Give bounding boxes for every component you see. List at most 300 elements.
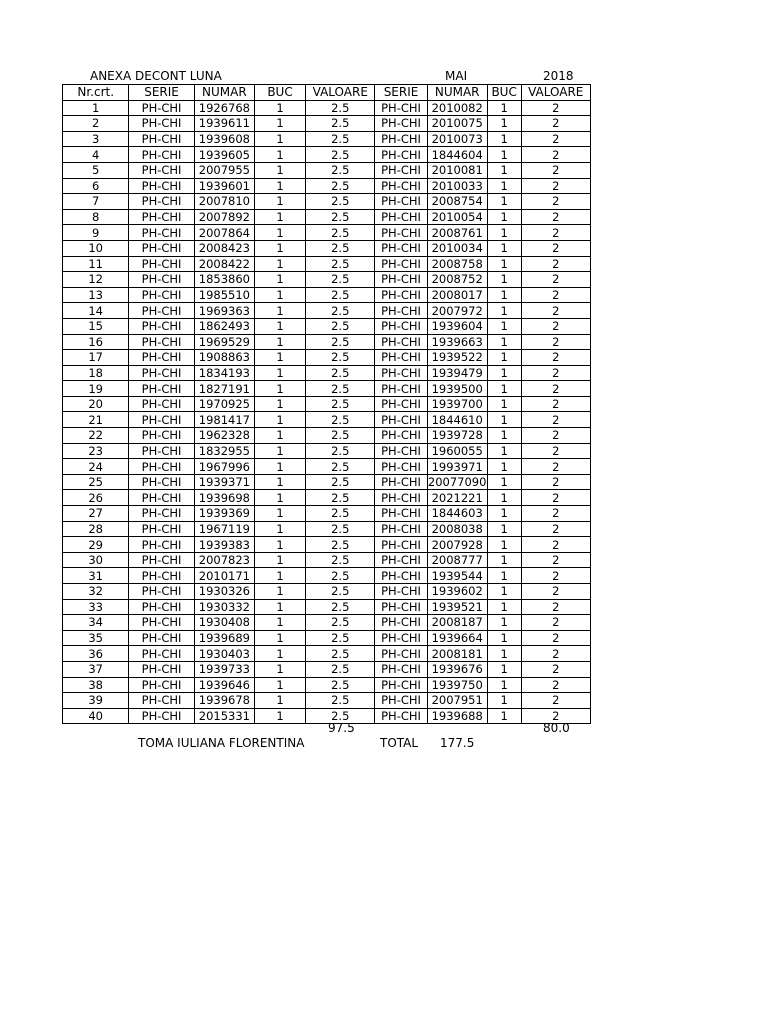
numar-right-cell: 1844610 <box>427 412 487 428</box>
buc-left-cell: 1 <box>254 537 305 553</box>
total-value: 177.5 <box>440 736 475 750</box>
valoare-left-cell: 2.5 <box>306 708 375 724</box>
table-row <box>63 708 591 724</box>
serie-left-cell: PH-CHI <box>129 147 194 163</box>
serie-right-cell: PH-CHI <box>375 584 427 600</box>
numar-left-cell: 1939689 <box>194 630 254 646</box>
valoare-left-cell: 2.5 <box>306 240 375 256</box>
valoare-right-cell: 2 <box>521 318 591 334</box>
serie-right-cell: PH-CHI <box>375 194 427 210</box>
serie-left-cell: PH-CHI <box>129 303 194 319</box>
buc-left-cell: 1 <box>254 100 305 116</box>
buc-right-cell: 1 <box>487 568 521 584</box>
buc-right-cell: 1 <box>487 599 521 615</box>
buc-right-cell: 1 <box>487 194 521 210</box>
row-number-cell: 34 <box>63 615 129 631</box>
numar-left-cell: 1939608 <box>194 131 254 147</box>
table-row <box>63 459 591 475</box>
serie-left-cell: PH-CHI <box>129 396 194 412</box>
table-row <box>63 178 591 194</box>
month-label: MAI <box>445 69 468 83</box>
serie-right-cell: PH-CHI <box>375 412 427 428</box>
numar-left-cell: 1985510 <box>194 287 254 303</box>
buc-right-cell: 1 <box>487 178 521 194</box>
buc-right-cell: 1 <box>487 506 521 522</box>
column-header: NUMAR <box>427 85 487 101</box>
buc-left-cell: 1 <box>254 615 305 631</box>
numar-right-cell: 2010075 <box>427 116 487 132</box>
table-row <box>63 412 591 428</box>
table-row <box>63 303 591 319</box>
serie-left-cell: PH-CHI <box>129 568 194 584</box>
numar-left-cell: 2007864 <box>194 225 254 241</box>
valoare-right-cell: 2 <box>521 584 591 600</box>
numar-right-cell: 2008754 <box>427 194 487 210</box>
valoare-left-cell: 2.5 <box>306 272 375 288</box>
valoare-left-cell: 2.5 <box>306 100 375 116</box>
buc-right-cell: 1 <box>487 630 521 646</box>
valoare-right-cell: 2 <box>521 209 591 225</box>
valoare-left-cell: 2.5 <box>306 334 375 350</box>
numar-right-cell: 1844604 <box>427 147 487 163</box>
column-header: Nr.crt. <box>63 85 129 101</box>
buc-right-cell: 1 <box>487 412 521 428</box>
valoare-left-cell: 2.5 <box>306 412 375 428</box>
buc-right-cell: 1 <box>487 131 521 147</box>
serie-right-cell: PH-CHI <box>375 318 427 334</box>
buc-right-cell: 1 <box>487 381 521 397</box>
table-row <box>63 693 591 709</box>
table-row <box>63 506 591 522</box>
numar-right-cell: 2008187 <box>427 615 487 631</box>
numar-left-cell: 1853860 <box>194 272 254 288</box>
buc-left-cell: 1 <box>254 334 305 350</box>
buc-left-cell: 1 <box>254 365 305 381</box>
buc-right-cell: 1 <box>487 693 521 709</box>
numar-right-cell: 1939663 <box>427 334 487 350</box>
valoare-right-cell: 2 <box>521 381 591 397</box>
numar-left-cell: 1834193 <box>194 365 254 381</box>
serie-left-cell: PH-CHI <box>129 474 194 490</box>
valoare-left-cell: 2.5 <box>306 147 375 163</box>
serie-left-cell: PH-CHI <box>129 116 194 132</box>
serie-right-cell: PH-CHI <box>375 225 427 241</box>
buc-left-cell: 1 <box>254 194 305 210</box>
numar-left-cell: 1930408 <box>194 615 254 631</box>
serie-left-cell: PH-CHI <box>129 506 194 522</box>
valoare-left-cell: 2.5 <box>306 584 375 600</box>
buc-right-cell: 1 <box>487 615 521 631</box>
buc-right-cell: 1 <box>487 350 521 366</box>
table-row <box>63 396 591 412</box>
buc-left-cell: 1 <box>254 708 305 724</box>
numar-right-cell: 2008038 <box>427 521 487 537</box>
buc-left-cell: 1 <box>254 693 305 709</box>
buc-left-cell: 1 <box>254 209 305 225</box>
serie-left-cell: PH-CHI <box>129 661 194 677</box>
serie-left-cell: PH-CHI <box>129 209 194 225</box>
numar-right-cell: 2007951 <box>427 693 487 709</box>
buc-right-cell: 1 <box>487 646 521 662</box>
buc-left-cell: 1 <box>254 646 305 662</box>
valoare-right-cell: 2 <box>521 240 591 256</box>
numar-left-cell: 2007823 <box>194 552 254 568</box>
serie-right-cell: PH-CHI <box>375 350 427 366</box>
table-row <box>63 116 591 132</box>
numar-right-cell: 1939522 <box>427 350 487 366</box>
valoare-right-cell: 2 <box>521 178 591 194</box>
buc-right-cell: 1 <box>487 677 521 693</box>
valoare-right-cell: 2 <box>521 537 591 553</box>
buc-right-cell: 1 <box>487 209 521 225</box>
numar-right-cell: 1939544 <box>427 568 487 584</box>
numar-right-cell: 1939688 <box>427 708 487 724</box>
numar-right-cell: 2008752 <box>427 272 487 288</box>
buc-left-cell: 1 <box>254 162 305 178</box>
numar-left-cell: 1939611 <box>194 116 254 132</box>
buc-left-cell: 1 <box>254 396 305 412</box>
buc-right-cell: 1 <box>487 272 521 288</box>
table-row <box>63 209 591 225</box>
numar-right-cell: 2010082 <box>427 100 487 116</box>
valoare-right-cell: 2 <box>521 459 591 475</box>
serie-left-cell: PH-CHI <box>129 412 194 428</box>
numar-left-cell: 2008423 <box>194 240 254 256</box>
row-number-cell: 23 <box>63 443 129 459</box>
buc-right-cell: 1 <box>487 318 521 334</box>
row-number-cell: 6 <box>63 178 129 194</box>
serie-right-cell: PH-CHI <box>375 147 427 163</box>
valoare-right-cell: 2 <box>521 521 591 537</box>
row-number-cell: 25 <box>63 474 129 490</box>
numar-left-cell: 1939371 <box>194 474 254 490</box>
year-label: 2018 <box>543 69 574 83</box>
buc-left-cell: 1 <box>254 521 305 537</box>
valoare-right-cell: 2 <box>521 100 591 116</box>
table-row <box>63 661 591 677</box>
valoare-left-cell: 2.5 <box>306 474 375 490</box>
serie-left-cell: PH-CHI <box>129 537 194 553</box>
buc-right-cell: 1 <box>487 661 521 677</box>
buc-right-cell: 1 <box>487 334 521 350</box>
buc-left-cell: 1 <box>254 116 305 132</box>
row-number-cell: 38 <box>63 677 129 693</box>
buc-left-cell: 1 <box>254 490 305 506</box>
serie-left-cell: PH-CHI <box>129 178 194 194</box>
numar-right-cell: 1993971 <box>427 459 487 475</box>
valoare-right-cell: 2 <box>521 287 591 303</box>
numar-right-cell: 2010081 <box>427 162 487 178</box>
numar-right-cell: 1939750 <box>427 677 487 693</box>
buc-left-cell: 1 <box>254 443 305 459</box>
valoare-left-cell: 2.5 <box>306 443 375 459</box>
buc-left-cell: 1 <box>254 428 305 444</box>
numar-left-cell: 1962328 <box>194 428 254 444</box>
buc-right-cell: 1 <box>487 365 521 381</box>
numar-left-cell: 1967996 <box>194 459 254 475</box>
row-number-cell: 17 <box>63 350 129 366</box>
numar-right-cell: 1844603 <box>427 506 487 522</box>
valoare-right-cell: 2 <box>521 568 591 584</box>
serie-right-cell: PH-CHI <box>375 162 427 178</box>
row-number-cell: 12 <box>63 272 129 288</box>
valoare-left-cell: 2.5 <box>306 506 375 522</box>
valoare-left-cell: 2.5 <box>306 459 375 475</box>
table-row <box>63 365 591 381</box>
table-row <box>63 318 591 334</box>
serie-left-cell: PH-CHI <box>129 552 194 568</box>
valoare-left-cell: 2.5 <box>306 287 375 303</box>
serie-right-cell: PH-CHI <box>375 256 427 272</box>
row-number-cell: 8 <box>63 209 129 225</box>
valoare-right-cell: 2 <box>521 334 591 350</box>
row-number-cell: 15 <box>63 318 129 334</box>
row-number-cell: 2 <box>63 116 129 132</box>
valoare-right-cell: 2 <box>521 272 591 288</box>
document-header <box>0 68 768 84</box>
valoare-right-cell: 2 <box>521 474 591 490</box>
buc-right-cell: 1 <box>487 162 521 178</box>
numar-right-cell: 2010073 <box>427 131 487 147</box>
numar-left-cell: 2007810 <box>194 194 254 210</box>
serie-right-cell: PH-CHI <box>375 677 427 693</box>
numar-left-cell: 1969363 <box>194 303 254 319</box>
valoare-right-cell: 2 <box>521 552 591 568</box>
row-number-cell: 26 <box>63 490 129 506</box>
buc-right-cell: 1 <box>487 256 521 272</box>
serie-left-cell: PH-CHI <box>129 194 194 210</box>
numar-left-cell: 2008422 <box>194 256 254 272</box>
numar-right-cell: 1960055 <box>427 443 487 459</box>
numar-right-cell: 2010034 <box>427 240 487 256</box>
valoare-right-cell: 2 <box>521 661 591 677</box>
valoare-left-cell: 2.5 <box>306 521 375 537</box>
numar-left-cell: 1969529 <box>194 334 254 350</box>
serie-right-cell: PH-CHI <box>375 568 427 584</box>
valoare-right-cell: 2 <box>521 708 591 724</box>
valoare-right-cell: 2 <box>521 646 591 662</box>
row-number-cell: 5 <box>63 162 129 178</box>
table-row <box>63 240 591 256</box>
buc-right-cell: 1 <box>487 552 521 568</box>
buc-left-cell: 1 <box>254 240 305 256</box>
row-number-cell: 18 <box>63 365 129 381</box>
valoare-left-cell: 2.5 <box>306 162 375 178</box>
valoare-right-cell: 2 <box>521 693 591 709</box>
numar-left-cell: 1939369 <box>194 506 254 522</box>
numar-left-cell: 2007955 <box>194 162 254 178</box>
serie-right-cell: PH-CHI <box>375 396 427 412</box>
buc-right-cell: 1 <box>487 240 521 256</box>
numar-right-cell: 1939728 <box>427 428 487 444</box>
buc-right-cell: 1 <box>487 708 521 724</box>
row-number-cell: 19 <box>63 381 129 397</box>
table-row <box>63 443 591 459</box>
row-number-cell: 14 <box>63 303 129 319</box>
numar-left-cell: 1926768 <box>194 100 254 116</box>
valoare-right-cell: 2 <box>521 412 591 428</box>
valoare-right-cell: 2 <box>521 131 591 147</box>
valoare-left-cell: 2.5 <box>306 303 375 319</box>
serie-left-cell: PH-CHI <box>129 584 194 600</box>
row-number-cell: 16 <box>63 334 129 350</box>
buc-left-cell: 1 <box>254 459 305 475</box>
serie-right-cell: PH-CHI <box>375 615 427 631</box>
buc-left-cell: 1 <box>254 506 305 522</box>
row-number-cell: 22 <box>63 428 129 444</box>
serie-right-cell: PH-CHI <box>375 178 427 194</box>
buc-right-cell: 1 <box>487 490 521 506</box>
table-row <box>63 334 591 350</box>
serie-left-cell: PH-CHI <box>129 708 194 724</box>
numar-left-cell: 1908863 <box>194 350 254 366</box>
row-number-cell: 9 <box>63 225 129 241</box>
serie-left-cell: PH-CHI <box>129 272 194 288</box>
column-header: BUC <box>487 85 521 101</box>
column-header: VALOARE <box>306 85 375 101</box>
buc-left-cell: 1 <box>254 131 305 147</box>
buc-left-cell: 1 <box>254 303 305 319</box>
table-row <box>63 584 591 600</box>
table-row <box>63 287 591 303</box>
valoare-left-cell: 2.5 <box>306 568 375 584</box>
serie-left-cell: PH-CHI <box>129 100 194 116</box>
serie-left-cell: PH-CHI <box>129 162 194 178</box>
numar-right-cell: 1939479 <box>427 365 487 381</box>
row-number-cell: 11 <box>63 256 129 272</box>
serie-right-cell: PH-CHI <box>375 490 427 506</box>
serie-right-cell: PH-CHI <box>375 537 427 553</box>
numar-left-cell: 1939678 <box>194 693 254 709</box>
row-number-cell: 31 <box>63 568 129 584</box>
buc-left-cell: 1 <box>254 552 305 568</box>
serie-left-cell: PH-CHI <box>129 521 194 537</box>
serie-right-cell: PH-CHI <box>375 599 427 615</box>
row-number-cell: 33 <box>63 599 129 615</box>
buc-right-cell: 1 <box>487 459 521 475</box>
serie-right-cell: PH-CHI <box>375 240 427 256</box>
buc-left-cell: 1 <box>254 225 305 241</box>
buc-left-cell: 1 <box>254 568 305 584</box>
buc-left-cell: 1 <box>254 256 305 272</box>
valoare-right-cell: 2 <box>521 194 591 210</box>
serie-right-cell: PH-CHI <box>375 552 427 568</box>
row-number-cell: 24 <box>63 459 129 475</box>
numar-right-cell: 1939521 <box>427 599 487 615</box>
numar-right-cell: 2008758 <box>427 256 487 272</box>
table-body <box>63 100 591 724</box>
valoare-left-cell: 2.5 <box>306 615 375 631</box>
buc-right-cell: 1 <box>487 303 521 319</box>
table-row <box>63 147 591 163</box>
valoare-right-cell: 2 <box>521 350 591 366</box>
row-number-cell: 36 <box>63 646 129 662</box>
table-row <box>63 521 591 537</box>
serie-left-cell: PH-CHI <box>129 334 194 350</box>
row-number-cell: 37 <box>63 661 129 677</box>
numar-right-cell: 20077090 <box>427 475 487 490</box>
table-row <box>63 350 591 366</box>
serie-right-cell: PH-CHI <box>375 303 427 319</box>
numar-left-cell: 1939605 <box>194 147 254 163</box>
buc-right-cell: 1 <box>487 537 521 553</box>
serie-right-cell: PH-CHI <box>375 521 427 537</box>
valoare-right-cell: 2 <box>521 677 591 693</box>
valoare-left-cell: 2.5 <box>306 131 375 147</box>
valoare-left-cell: 2.5 <box>306 693 375 709</box>
serie-right-cell: PH-CHI <box>375 287 427 303</box>
serie-left-cell: PH-CHI <box>129 381 194 397</box>
valoare-left-cell: 2.5 <box>306 225 375 241</box>
numar-right-cell: 1939500 <box>427 381 487 397</box>
buc-left-cell: 1 <box>254 318 305 334</box>
table-row <box>63 428 591 444</box>
row-number-cell: 13 <box>63 287 129 303</box>
valoare-left-cell: 2.5 <box>306 396 375 412</box>
serie-left-cell: PH-CHI <box>129 599 194 615</box>
row-number-cell: 40 <box>63 708 129 724</box>
valoare-left-cell: 2.5 <box>306 116 375 132</box>
document-title: ANEXA DECONT LUNA <box>90 69 222 83</box>
numar-right-cell: 1939602 <box>427 584 487 600</box>
serie-left-cell: PH-CHI <box>129 490 194 506</box>
serie-left-cell: PH-CHI <box>129 459 194 475</box>
table-row <box>63 615 591 631</box>
numar-left-cell: 1862493 <box>194 318 254 334</box>
serie-right-cell: PH-CHI <box>375 272 427 288</box>
row-number-cell: 39 <box>63 693 129 709</box>
serie-right-cell: PH-CHI <box>375 708 427 724</box>
serie-right-cell: PH-CHI <box>375 209 427 225</box>
row-number-cell: 29 <box>63 537 129 553</box>
buc-right-cell: 1 <box>487 100 521 116</box>
row-number-cell: 20 <box>63 396 129 412</box>
valoare-left-cell: 2.5 <box>306 490 375 506</box>
row-number-cell: 35 <box>63 630 129 646</box>
row-number-cell: 30 <box>63 552 129 568</box>
serie-right-cell: PH-CHI <box>375 459 427 475</box>
serie-left-cell: PH-CHI <box>129 256 194 272</box>
valoare-right-cell: 2 <box>521 506 591 522</box>
serie-right-cell: PH-CHI <box>375 630 427 646</box>
serie-left-cell: PH-CHI <box>129 318 194 334</box>
buc-left-cell: 1 <box>254 350 305 366</box>
buc-right-cell: 1 <box>487 147 521 163</box>
numar-left-cell: 1930332 <box>194 599 254 615</box>
serie-left-cell: PH-CHI <box>129 677 194 693</box>
numar-right-cell: 2008017 <box>427 287 487 303</box>
row-number-cell: 27 <box>63 506 129 522</box>
valoare-right-cell: 2 <box>521 428 591 444</box>
serie-right-cell: PH-CHI <box>375 506 427 522</box>
numar-left-cell: 1832955 <box>194 443 254 459</box>
table-row <box>63 162 591 178</box>
valoare-right-cell: 2 <box>521 147 591 163</box>
buc-left-cell: 1 <box>254 677 305 693</box>
table-row <box>63 646 591 662</box>
table-header-row <box>63 85 591 101</box>
serie-left-cell: PH-CHI <box>129 646 194 662</box>
serie-left-cell: PH-CHI <box>129 287 194 303</box>
buc-left-cell: 1 <box>254 272 305 288</box>
numar-left-cell: 1939733 <box>194 661 254 677</box>
numar-right-cell: 2010033 <box>427 178 487 194</box>
numar-right-cell: 1939664 <box>427 630 487 646</box>
serie-left-cell: PH-CHI <box>129 225 194 241</box>
row-number-cell: 7 <box>63 194 129 210</box>
valoare-left-cell: 2.5 <box>306 599 375 615</box>
numar-left-cell: 2010171 <box>194 568 254 584</box>
